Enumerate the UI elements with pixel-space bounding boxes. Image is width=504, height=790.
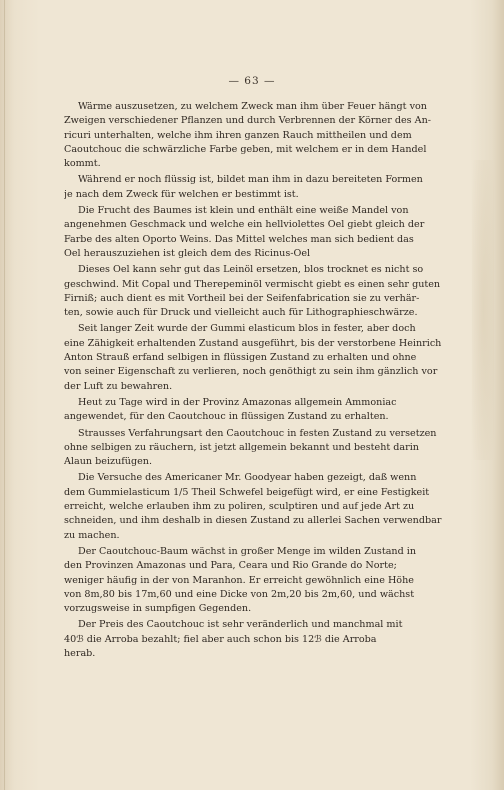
text-line: von seiner Eigenschaft zu verlieren, noch genöthigt zu sein ihm gänzlich vor <box>64 366 438 378</box>
text-line: ricuri unterhalten, welche ihm ihren ganzen Rauch mittheilen und dem <box>64 129 412 141</box>
text-line: herab. <box>64 647 96 659</box>
text-line: Seit langer Zeit wurde der Gummi elasticum blos in fester, aber doch <box>78 323 416 335</box>
paragraph <box>64 100 456 171</box>
text-line: erreicht, welche erlauben ihm zu poliren, sculptiren und auf jede Art zu <box>64 501 415 513</box>
text-line: den Provinzen Amazonas und Para, Ceara und Rio Grande do Norte; <box>64 560 397 572</box>
paragraph <box>64 471 456 542</box>
paragraph <box>64 427 456 470</box>
paragraph <box>64 618 456 661</box>
paragraph <box>64 396 456 425</box>
text-line: geschwind. Mit Copal und Therepeminöl vermischt giebt es einen sehr guten <box>64 278 441 290</box>
text-line: kommt. <box>64 158 101 170</box>
text-line: Dieses Oel kann sehr gut das Leinöl ersetzen, blos trocknet es nicht so <box>78 264 424 276</box>
paragraph <box>64 204 456 261</box>
text-line: Während er noch flüssig ist, bildet man ihm in dazu bereiteten Formen <box>78 174 423 186</box>
text-line: Oel herauszuziehen ist gleich dem des Ricinus-Oel <box>64 247 311 259</box>
text-line: je nach dem Zweck für welchen er bestimmt ist. <box>64 188 299 200</box>
text-line: Strausses Verfahrungsart den Caoutchouc in festen Zustand zu versetzen <box>78 427 437 439</box>
text-line: Die Frucht des Baumes ist klein und enthält eine weiße Mandel von <box>78 205 409 217</box>
text-line: Caoutchouc die schwärzliche Farbe geben, mit welchem er in dem Handel <box>64 143 427 155</box>
text-line: Firniß; auch dient es mit Vortheil bei der Seifenfabrication sie zu verhär- <box>64 292 420 304</box>
text-line: angewendet, für den Caoutchouc in flüssigen Zustand zu erhalten. <box>64 411 389 423</box>
text-line: dem Gummielasticum 1/5 Theil Schwefel beigefügt wird, er eine Festigkeit <box>64 486 430 498</box>
text-line: Der Preis des Caoutchouc ist sehr veränderlich und manchmal mit <box>78 619 403 631</box>
text-line: weniger häufig in der von Maranhon. Er erreicht gewöhnlich eine Höhe <box>64 574 414 586</box>
page-fold <box>4 0 5 790</box>
body-text <box>64 100 456 661</box>
page-number: — 63 — <box>228 75 276 87</box>
paragraph <box>64 263 456 320</box>
text-line: Anton Strauß erfand selbigen in flüssigen Zustand zu erhalten und ohne <box>64 352 417 364</box>
text-line: Wärme auszusetzen, zu welchem Zweck man ihm über Feuer hängt von <box>78 101 427 112</box>
text-line: vorzugsweise in sumpfigen Gegenden. <box>64 603 252 615</box>
text-line: zu machen. <box>64 529 120 541</box>
paragraph <box>64 173 456 202</box>
text-line: 40ℬ die Arroba bezahlt; fiel aber auch schon bis 12ℬ die Arroba <box>64 633 377 645</box>
text-line: Heut zu Tage wird in der Provinz Amazonas allgemein Ammoniac <box>78 396 397 408</box>
text-line: Alaun beizufügen. <box>64 456 153 468</box>
text-line: ten, sowie auch für Druck und vielleicht auch für Lithographieschwärze. <box>64 307 418 319</box>
text-line: der Luft zu bewahren. <box>64 380 173 392</box>
text-line: von 8m,80 bis 17m,60 und eine Dicke von 2m,20 bis 2m,60, und wächst <box>64 588 415 600</box>
text-line: Der Caoutchouc-Baum wächst in großer Menge im wilden Zustand in <box>78 545 417 557</box>
paragraph <box>64 322 456 393</box>
text-line: eine Zähigkeit erhaltenden Zustand ausgeführt, bis der verstorbene Heinrich <box>64 337 442 349</box>
text-line: Zweigen verschiedener Pflanzen und durch Verbrennen der Körner des An- <box>64 115 431 127</box>
text-line: angenehmen Geschmack und welche ein hellviolettes Oel giebt gleich der <box>64 219 425 231</box>
text-line: schneiden, und ihm deshalb in diesen Zustand zu allerlei Sachen verwendbar <box>64 515 442 527</box>
text-line: Farbe des alten Oporto Weins. Das Mittel welches man sich bedient das <box>64 233 414 245</box>
text-line: Die Versuche des Americaner Mr. Goodyear haben gezeigt, daß wenn <box>78 472 417 484</box>
paper-stain <box>472 160 494 460</box>
paragraph <box>64 545 456 616</box>
text-line: ohne selbigen zu räuchern, ist jetzt allgemein bekannt und besteht darin <box>64 441 419 453</box>
